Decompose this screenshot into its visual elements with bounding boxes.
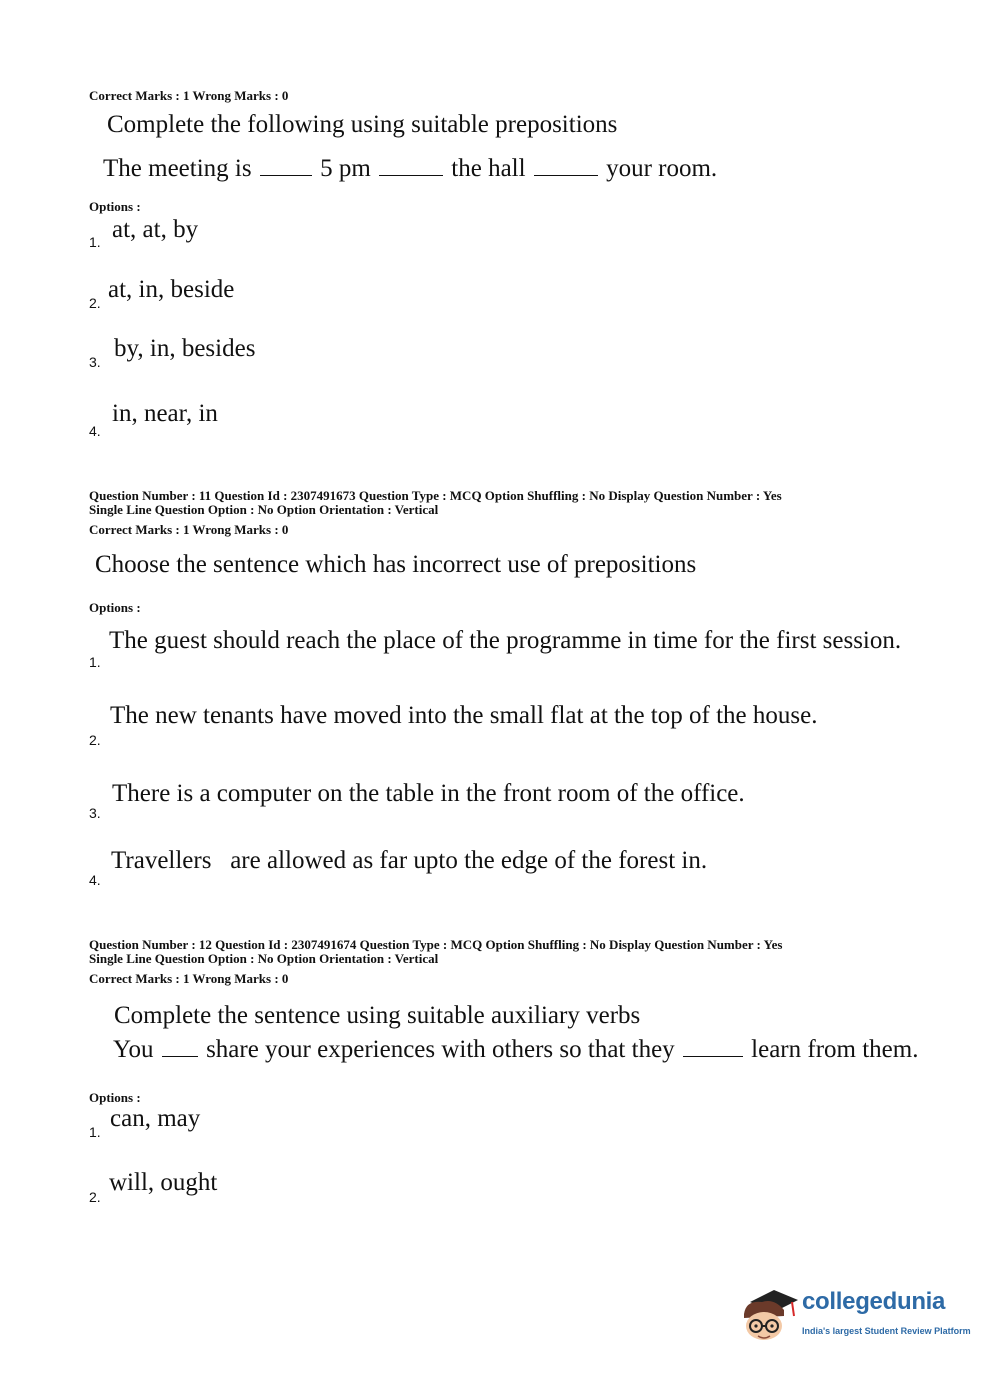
q11-question: Choose the sentence which has incorrect use of prepositions [95, 551, 697, 578]
q12-meta-line1: Question Number : 12 Question Id : 2307491674 Question Type : MCQ Option Shuffling : No Display Question Number : Yes [89, 937, 783, 952]
option-number: 3. [89, 805, 101, 821]
option-text[interactable]: in, near, in [112, 400, 218, 427]
blank [683, 1055, 743, 1057]
q11-marks: Correct Marks : 1 Wrong Marks : 0 [89, 522, 289, 537]
blank [534, 174, 598, 176]
q10-part1: The meeting is [103, 155, 252, 182]
q12-meta-line2: Single Line Question Option : No Option Orientation : Vertical [89, 951, 439, 966]
option-text[interactable]: Travellers are allowed as far upto the edge of the forest in. [111, 847, 708, 874]
option-text[interactable]: at, at, by [112, 216, 199, 243]
option-number: 2. [89, 1189, 101, 1205]
option-number: 4. [89, 423, 101, 439]
brand-tagline: India's largest Student Review Platform [802, 1326, 971, 1336]
blank [260, 174, 312, 176]
option-number: 3. [89, 354, 101, 370]
option-number: 2. [89, 295, 101, 311]
mascot-icon [740, 1282, 800, 1352]
q12-part1: You [113, 1036, 154, 1063]
option-text[interactable]: There is a computer on the table in the front room of the office. [112, 780, 745, 807]
brand-name: collegedunia [802, 1288, 946, 1315]
option-number: 4. [89, 872, 101, 888]
option-text[interactable]: by, in, besides [114, 335, 256, 362]
q10-part2: 5 pm [320, 155, 371, 182]
option-text[interactable]: can, may [110, 1105, 201, 1132]
q11-options-label: Options : [89, 600, 141, 615]
option-text[interactable]: The guest should reach the place of the programme in time for the first session. [109, 627, 902, 654]
q11-meta-line2: Single Line Question Option : No Option Orientation : Vertical [89, 502, 439, 517]
option-text[interactable]: will, ought [109, 1169, 218, 1196]
q12-part2: share your experiences with others so that they [206, 1036, 675, 1063]
option-number: 2. [89, 732, 101, 748]
q10-options-label: Options : [89, 199, 141, 214]
option-number: 1. [89, 654, 101, 670]
q10-question-line1: Complete the following using suitable prepositions [107, 111, 618, 138]
q12-part3: learn from them. [751, 1036, 919, 1063]
q10-question-line2 [103, 154, 717, 184]
q11-meta-line1: Question Number : 11 Question Id : 2307491673 Question Type : MCQ Option Shuffling : No Display Question Number : Yes [89, 488, 782, 503]
collegedunia-logo[interactable] [740, 1282, 980, 1352]
option-text[interactable]: at, in, beside [108, 276, 235, 303]
blank [379, 174, 443, 176]
blank [162, 1055, 198, 1057]
q10-part4: your room. [606, 155, 718, 182]
q12-question-line2 [113, 1035, 918, 1065]
option-text[interactable]: The new tenants have moved into the small flat at the top of the house. [110, 702, 818, 729]
option-number: 1. [89, 234, 101, 250]
q10-marks: Correct Marks : 1 Wrong Marks : 0 [89, 88, 289, 103]
q12-marks: Correct Marks : 1 Wrong Marks : 0 [89, 971, 289, 986]
option-number: 1. [89, 1124, 101, 1140]
q10-part3: the hall [451, 155, 526, 182]
q12-options-label: Options : [89, 1090, 141, 1105]
q12-question-line1: Complete the sentence using suitable auxiliary verbs [114, 1002, 641, 1029]
